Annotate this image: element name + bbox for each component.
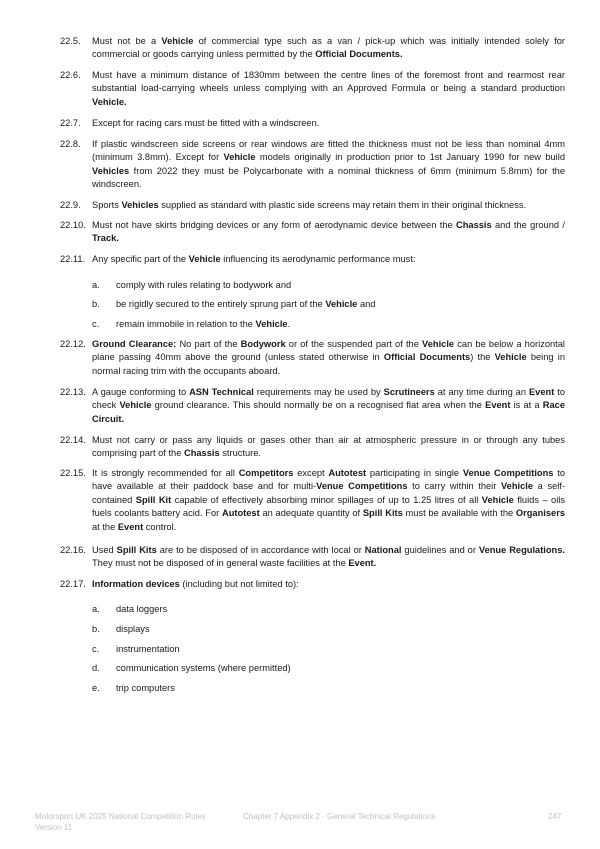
text-run: except [293,468,329,478]
text-run: data loggers [116,604,168,614]
list-item [92,662,562,675]
text-run: Sports [92,200,122,210]
text-run: an adequate quantity of [259,508,363,519]
defined-term: Vehicle [188,254,221,264]
defined-term: Spill Kits [362,508,403,519]
clause-22-14 [60,434,565,461]
clause-22-9 [60,199,565,212]
defined-term: Vehicle. [92,96,127,107]
clause-number: 22.13. [60,387,86,397]
text-run: supplied as standard with plastic side screens may retain them in their original thickness. [158,200,527,210]
text-run: must be available with the [402,508,516,519]
clause-text [92,338,565,378]
defined-term: Track. [92,233,119,244]
defined-term: Vehicle [500,481,534,492]
text-run: remain immobile in relation to the [116,319,256,329]
text-run: a self-contained [92,481,566,505]
text-run: to have available at their paddock base and for multi- [92,468,565,492]
defined-term: Race Circuit. [92,400,565,424]
defined-term: Venue Competitions [316,481,408,492]
clause-text [92,386,565,426]
list-item [92,603,562,616]
list-letter: b. [92,299,100,309]
clause-text [92,434,565,461]
defined-term: Event [528,387,555,397]
list-item [92,298,562,311]
defined-term: Autotest [328,468,367,478]
text-run: Must not have skirts bridging devices or any form of aerodynamic device between the [92,220,456,230]
list-text [116,623,562,636]
defined-term: Vehicles [121,200,159,210]
text-run: It is strongly recommended for all [92,468,239,478]
footer-publication [35,811,206,833]
clause-text [92,467,565,534]
clause-22-6 [60,69,565,109]
clause-22-10 [60,219,565,246]
text-run: to check [92,387,565,411]
list-item [92,279,562,292]
text-run: can be below a horizontal plane passing 40mm above the ground (unless stated otherwise in [92,339,565,363]
defined-term: Scrutineers [383,387,435,397]
defined-term: Spill Kit [135,494,172,505]
clause-text [92,199,565,212]
text-run: Used [92,545,117,555]
clause-number: 22.8. [60,139,81,149]
clause-number: 22.16. [60,545,86,555]
text-run: Must not be a [92,36,162,46]
clause-number: 22.15. [60,468,86,478]
defined-term: Chassis [183,448,220,459]
text-run: at the [92,521,118,532]
text-run: are to be disposed of in accordance with local or [156,545,365,555]
clause-text [92,578,565,591]
defined-term: Autotest [222,508,260,519]
clause-number: 22.14. [60,435,86,445]
text-run: No part of the [176,339,241,349]
clause-22-7 [60,117,565,130]
text-run: instrumentation [116,644,180,654]
text-run: displays [116,624,150,634]
text-run: ground clearance. This should normally be on a recognised flat area when the [151,400,486,411]
list-text [116,603,562,616]
defined-term: Event [485,400,511,411]
text-run: from 2022 they must be Polycarbonate with a nominal thickness of 6mm (minimum 5.8mm) for the windscreen. [92,165,565,190]
footer-version: Version 11 [35,823,73,832]
list-item [92,318,562,331]
text-run: models originally in production prior to 1st January 1990 for new build [255,152,565,163]
text-run: be rigidly secured to the entirely sprung part of the [116,299,326,309]
text-run: trip computers [116,683,175,693]
clause-22-12 [60,338,565,378]
list-letter: e. [92,683,100,693]
text-run: guidelines and or [401,545,479,555]
text-run: structure. [219,448,261,459]
clause-number: 22.17. [60,579,86,589]
text-run: requirements may be used by [253,387,384,397]
list-letter: c. [92,319,100,329]
text-run: Must not carry or pass any liquids or gases other than air at atmospheric pressure in or through any tubes comprising part of the [92,435,565,459]
defined-term: Chassis [456,220,492,230]
defined-term: Event. [348,558,377,569]
defined-term: Event [117,521,144,532]
clause-22-17 [60,578,565,591]
text-run: . [287,319,291,329]
defined-term: Vehicle [223,152,256,163]
clause-22-16 [60,544,565,571]
text-run: influencing its aerodynamic performance must: [220,254,416,264]
text-run: to carry within their [407,481,501,492]
text-run: They must not be disposed of in general waste facilities at the [92,558,349,569]
text-run: A gauge conforming to [92,387,190,397]
text-run: Any specific part of the [92,254,189,264]
text-run: participating in single [366,468,463,478]
list-text [116,298,562,311]
defined-term: ASN Technical [189,387,254,397]
text-run: capable of effectively absorbing minor spillages of up to 1.25 litres of all [171,494,482,505]
clause-number: 22.7. [60,118,81,128]
text-run: being in normal racing trim with the occupants aboard. [92,352,565,376]
list-text [116,682,562,695]
clause-number: 22.9. [60,200,81,210]
list-letter: b. [92,624,100,634]
clause-text [92,117,565,130]
defined-term: National [364,545,402,555]
text-run: or of the suspended part of the [285,339,423,349]
clause-22-8 [60,138,565,192]
text-run: Except for racing cars must be fitted with a windscreen. [92,118,320,128]
list-item [92,623,562,636]
list-letter: c. [92,644,100,654]
text-run: comply with rules relating to bodywork and [116,280,292,290]
text-run: fluids – oils fuels coolants battery acid. For [92,494,565,519]
defined-term: Vehicle [481,494,514,505]
list-item [92,643,562,656]
clause-22-13 [60,386,565,426]
list-text [116,643,562,656]
text-run: communication systems (where permitted) [116,663,291,673]
list-item [92,682,562,695]
clause-text [92,69,565,109]
list-letter: a. [92,604,100,614]
clause-22-15 [60,467,565,534]
clause-text [92,138,565,192]
list-letter: a. [92,280,100,290]
defined-term: Venue Competitions [462,468,554,478]
defined-term: Information devices [92,579,180,589]
footer-page-number: 247 [548,812,562,821]
clause-number: 22.10. [60,220,86,230]
defined-term: Organisers [515,508,565,519]
text-run: If plastic windscreen side screens or rear windows are fitted the thickness must not be less than nominal 4mm (minimum 3.8mm). Except for [92,139,565,163]
defined-term: Venue Regulations. [478,545,565,555]
text-run: and the ground / [491,220,565,230]
defined-term: Vehicle [422,339,455,349]
footer-publication-title: Motorsport UK 2025 National Competition Rules [35,812,206,821]
list-text [116,318,562,331]
defined-term: Competitors [238,468,294,478]
clause-text [92,35,565,62]
defined-term: Vehicle [119,400,152,411]
defined-term: Vehicle [325,299,358,309]
text-run: of commercial type such as a van / pick-up which was initially intended solely for commercial or goods carrying unless permitted by the [92,36,565,60]
defined-term: Spill Kits [116,545,157,555]
text-run: at any time during an [434,387,529,397]
clause-22-5 [60,35,565,62]
text-run: is at a [510,400,543,411]
clause-number: 22.12. [60,339,86,349]
clause-number: 22.6. [60,70,81,80]
defined-term: Bodywork [240,339,286,349]
clause-text [92,544,565,571]
clause-number: 22.11. [60,254,86,264]
defined-term: Vehicle [255,319,288,329]
text-run: ) the [470,352,495,363]
defined-term: Vehicles [92,165,130,176]
clause-number: 22.5. [60,36,81,46]
defined-term: Official Documents [383,352,471,363]
clause-text [92,253,565,266]
defined-term: Vehicle [494,352,527,363]
defined-term: Official Documents. [315,49,403,60]
text-run: control. [143,521,177,532]
text-run: (including but not limited to): [179,579,299,589]
list-letter: d. [92,663,100,673]
footer-chapter: Chapter 7 Appendix 2 - General Technical Regulations [243,812,436,821]
defined-term: Ground Clearance: [92,339,177,349]
clause-text [92,219,565,246]
defined-term: Vehicle [161,36,194,46]
list-text [116,662,562,675]
text-run: and [357,299,376,309]
list-text [116,279,562,292]
clause-22-11 [60,253,565,266]
text-run: Must have a minimum distance of 1830mm between the centre lines of the foremost front and rearmost rear substantial load-carrying wheels unless complying with an Approved Formula or being a standard production [92,70,565,94]
